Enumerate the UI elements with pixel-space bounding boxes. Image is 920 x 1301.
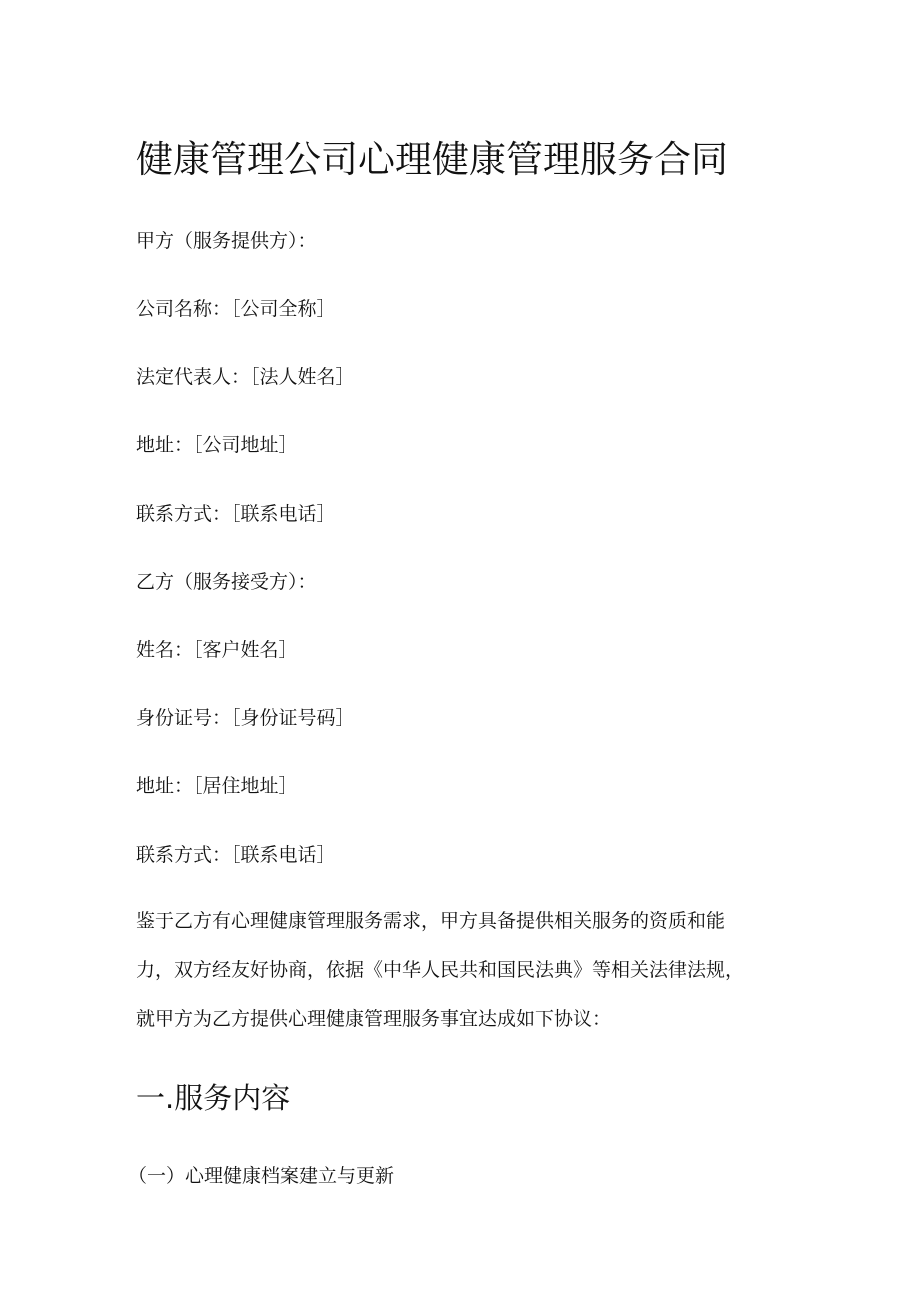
document-title: 健康管理公司心理健康管理服务合同 xyxy=(136,138,728,181)
party-a-heading: 甲方（服务提供方）： xyxy=(136,230,317,252)
preamble-line: 力，双方经友好协商，依据《中华人民共和国民法典》等相关法律法规， xyxy=(136,959,745,981)
party-b-id-number: 身份证号：［身份证号码］ xyxy=(136,707,355,729)
party-b-heading: 乙方（服务接受方）： xyxy=(136,571,317,593)
section-heading: 一.服务内容 xyxy=(136,1081,291,1115)
party-b-name: 姓名：［客户姓名］ xyxy=(136,639,298,661)
party-a-company-name: 公司名称：［公司全称］ xyxy=(136,298,336,320)
party-a-contact: 联系方式：［联系电话］ xyxy=(136,503,336,525)
preamble-line: 就甲方为乙方提供心理健康管理服务事宜达成如下协议： xyxy=(136,1008,612,1030)
subsection-heading: （一）心理健康档案建立与更新 xyxy=(128,1165,395,1187)
party-a-address: 地址：［公司地址］ xyxy=(136,434,298,456)
party-b-contact: 联系方式：［联系电话］ xyxy=(136,844,336,866)
preamble-line: 鉴于乙方有心理健康管理服务需求，甲方具备提供相关服务的资质和能 xyxy=(136,910,726,932)
preamble-paragraph xyxy=(136,897,786,1044)
party-b-address: 地址：［居住地址］ xyxy=(136,775,298,797)
party-a-legal-rep: 法定代表人：［法人姓名］ xyxy=(136,366,355,388)
